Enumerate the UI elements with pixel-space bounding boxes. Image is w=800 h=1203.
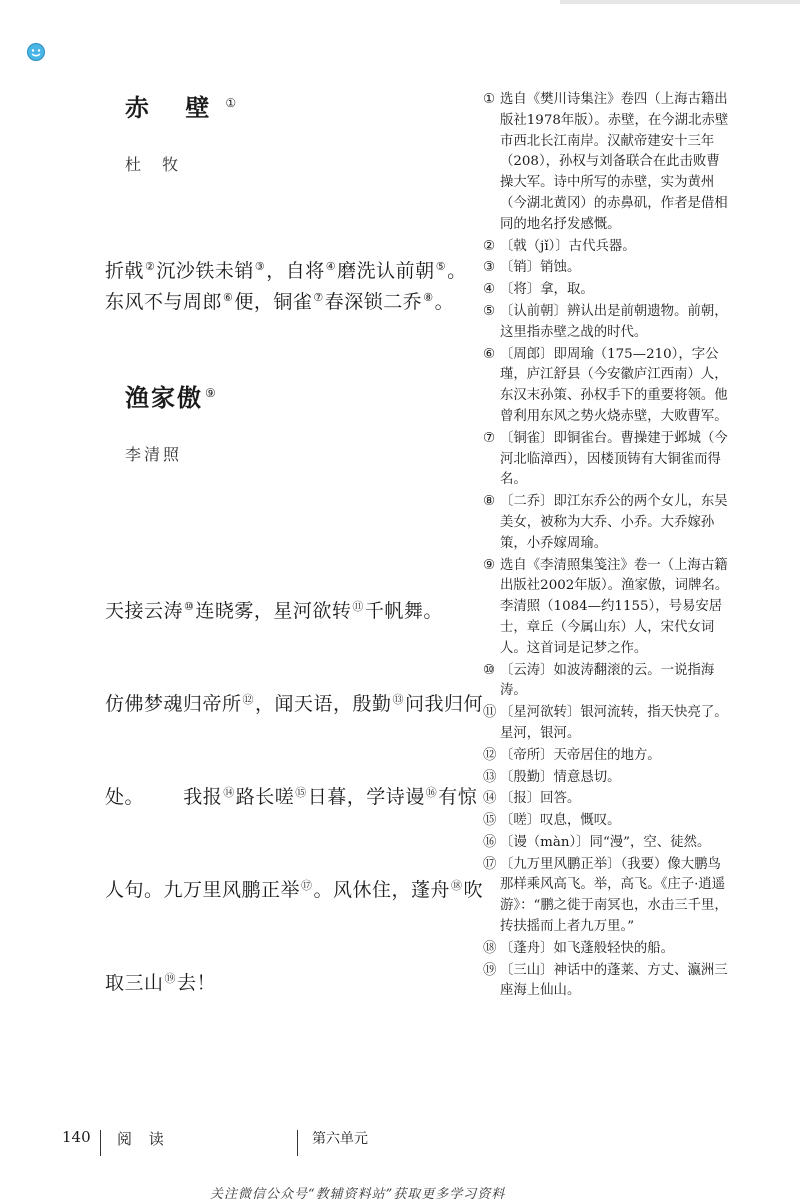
note-number: ⑤	[483, 303, 496, 319]
footer-unit: 第六单元	[312, 1131, 368, 1147]
poem2-title-ref: ⑨	[205, 386, 216, 400]
poem-line	[105, 596, 483, 627]
poem-line	[105, 256, 467, 287]
note-item	[483, 661, 733, 703]
poem-text: 东风不与周郎	[105, 291, 223, 313]
poem-text: 去！	[177, 972, 217, 994]
poem-text: 磨洗认前朝	[337, 260, 435, 282]
poem-text: 。	[434, 291, 455, 313]
footnote-ref: ⑭	[223, 785, 235, 799]
note-number: ⑩	[483, 662, 496, 678]
note-number: ⑱	[483, 940, 497, 956]
footnote-ref: ⑧	[423, 290, 434, 304]
note-number: ⑮	[483, 813, 497, 829]
note-text: 选自《樊川诗集注》卷四（上海古籍出版社1978年版）。赤壁，在今湖北赤壁市西北长江南岸。汉献帝建安十三年（208），孙权与刘备联合在此击败曹操大军。诗中所写的赤壁，实为黄州（今湖北黄冈）的赤鼻矶，作者是借相同的地名抒发感慨。	[500, 92, 729, 232]
note-number: ⑫	[483, 747, 497, 763]
footer-divider	[297, 1130, 298, 1156]
footnote-ref: ⑱	[451, 878, 463, 892]
poem-text: 人句。九万里风鹏正举	[105, 879, 301, 901]
footnote-ref: ⑮	[295, 785, 307, 799]
note-number: ⑪	[483, 705, 497, 721]
footnote-ref: ⑰	[301, 878, 313, 892]
poem-text: 春深锁二乔	[324, 291, 423, 313]
poem-text: 。风休住，蓬舟	[313, 879, 451, 901]
note-text: 〔三山〕神话中的蓬莱、方丈、瀛洲三座海上仙山。	[500, 962, 728, 999]
note-text: 〔嗟〕叹息，慨叹。	[500, 813, 621, 829]
poem-text: ，闻天语，殷勤	[255, 693, 392, 715]
note-item	[483, 768, 733, 789]
poem-text: 天接云涛	[105, 600, 184, 622]
poem-text: 取三山	[105, 972, 164, 994]
poem1-title-ref: ①	[225, 96, 237, 110]
note-item	[483, 429, 733, 491]
note-text: 〔认前朝〕辨认出是前朝遗物。前朝，这里指赤壁之战的时代。	[500, 303, 728, 340]
poem1-title-text: 赤 壁	[125, 93, 224, 122]
note-text: 〔云涛〕如波涛翻滚的云。一说指海涛。	[500, 662, 715, 699]
note-number: ⑧	[483, 494, 496, 510]
note-number: ⑭	[483, 791, 497, 807]
footnote-ref: ⑯	[425, 785, 438, 799]
note-number: ⑰	[483, 856, 497, 872]
note-text: 〔销〕销蚀。	[500, 260, 581, 276]
page-number: 140	[62, 1128, 91, 1146]
poem1-author: 杜 牧	[125, 155, 187, 174]
note-number: ⑥	[483, 346, 496, 362]
top-edge-bar	[560, 0, 800, 4]
note-number: ①	[483, 92, 496, 107]
note-text: 〔报〕回答。	[500, 791, 581, 807]
note-item	[483, 258, 733, 279]
note-text: 〔二乔〕即江东乔公的两个女儿，东吴美女，被称为大乔、小乔。大乔嫁孙策，小乔嫁周瑜。	[500, 494, 728, 551]
note-text: 〔蓬舟〕如飞蓬般轻快的船。	[500, 940, 675, 956]
footnote-ref: ⑤	[435, 259, 447, 273]
poem2-body	[105, 534, 483, 1030]
smiley-icon	[26, 42, 46, 62]
note-item	[483, 833, 733, 854]
note-text: 〔周郎〕即周瑜（175—210），字公瑾，庐江舒县（今安徽庐江西南）人，东汉末孙策、孙权手下的重要将领。他曾利用东风之势火烧赤壁，大败曹军。	[500, 346, 728, 424]
note-item	[483, 703, 733, 745]
note-item	[483, 789, 733, 810]
footnote-ref: ⑫	[242, 692, 255, 706]
note-item	[483, 939, 733, 960]
note-item	[483, 345, 733, 428]
poem-text: 日暮，学诗谩	[307, 786, 425, 808]
note-number: ⑦	[483, 430, 496, 446]
note-number: ⑯	[483, 834, 497, 850]
poem-line	[105, 689, 483, 720]
poem-text: 有惊	[438, 786, 478, 808]
poem2-title-text: 渔家傲	[125, 383, 203, 412]
note-item	[483, 302, 733, 344]
footer-divider	[100, 1130, 101, 1156]
note-item	[483, 237, 733, 258]
poem-line	[105, 287, 467, 318]
note-number: ④	[483, 282, 496, 298]
note-text: 〔戟（jǐ）〕古代兵器。	[500, 238, 636, 254]
footnote-ref: ⑲	[164, 971, 177, 985]
poem1-body	[105, 256, 467, 318]
poem-text: 处。 我报	[105, 786, 223, 808]
poem-text: 。	[447, 260, 467, 282]
poem-text: 仿佛梦魂归帝所	[105, 693, 242, 715]
note-item	[483, 492, 733, 554]
footnote-ref: ③	[254, 259, 266, 273]
poem-text: 千帆舞。	[364, 600, 443, 622]
poem-text: 路长嗟	[235, 786, 295, 808]
note-text: 〔殷勤〕情意恳切。	[500, 769, 621, 785]
note-text: 〔帝所〕天帝居住的地方。	[500, 747, 661, 763]
note-number: ⑨	[483, 557, 496, 573]
poem-text: 沉沙铁未销	[156, 260, 254, 282]
note-item	[483, 90, 733, 236]
note-text: 〔星河欲转〕银河流转，指天快亮了。星河，银河。	[500, 705, 728, 741]
poem-text: 折戟	[105, 260, 145, 282]
note-item	[483, 961, 733, 1003]
note-text: 选自《李清照集笺注》卷一（上海古籍出版社2002年版）。渔家傲，词牌名。李清照（1084—约1155），号易安居士，章丘（今属山东）人，宋代女词人。这首词是记梦之作。	[500, 557, 729, 656]
note-text: 〔将〕拿，取。	[500, 282, 594, 298]
poem1-title	[125, 88, 236, 123]
watermark-text: 关注微信公众号“教辅资料站”获取更多学习资料	[210, 1187, 506, 1202]
poem-line	[105, 782, 483, 813]
poem-text: 吹	[463, 879, 484, 901]
poem-text: 便，铜雀	[234, 291, 313, 313]
note-number: ②	[483, 238, 496, 254]
note-text: 〔谩（màn）〕同“漫”，空、徒然。	[500, 834, 711, 850]
footnote-ref: ⑩	[184, 599, 195, 613]
footer-section: 阅 读	[117, 1130, 170, 1148]
footnote-ref: ⑦	[313, 290, 324, 304]
note-item	[483, 746, 733, 767]
footnote-ref: ⑬	[392, 692, 405, 706]
poem-line	[105, 968, 483, 999]
poem2-author: 李清照	[125, 445, 183, 464]
poem-text: ，自将	[266, 260, 325, 282]
note-number: ③	[483, 260, 496, 276]
note-item	[483, 811, 733, 832]
annotation-notes	[483, 90, 733, 1003]
footnote-ref: ④	[325, 259, 337, 273]
poem-line	[105, 875, 483, 906]
note-text: 〔铜雀〕即铜雀台。曹操建于邺城（今河北临漳西），因楼顶铸有大铜雀而得名。	[500, 430, 728, 488]
note-text: 〔九万里风鹏正举〕（我要）像大鹏鸟那样乘风高飞。举，高飞。《庄子·逍遥游》：“鹏之徙于南冥也，水击三千里，抟扶摇而上者九万里。”	[500, 856, 728, 935]
poem-text: 问我归何	[405, 693, 484, 715]
footnote-ref: ⑥	[223, 290, 234, 304]
note-item	[483, 280, 733, 301]
footnote-ref: ⑪	[352, 599, 364, 613]
poem-text: 连晓雾，星河欲转	[195, 600, 352, 622]
note-number: ⑲	[483, 962, 497, 978]
note-item	[483, 556, 733, 660]
note-number: ⑬	[483, 769, 497, 785]
poem2-title	[125, 378, 216, 413]
note-item	[483, 855, 733, 938]
footnote-ref: ②	[145, 259, 156, 273]
